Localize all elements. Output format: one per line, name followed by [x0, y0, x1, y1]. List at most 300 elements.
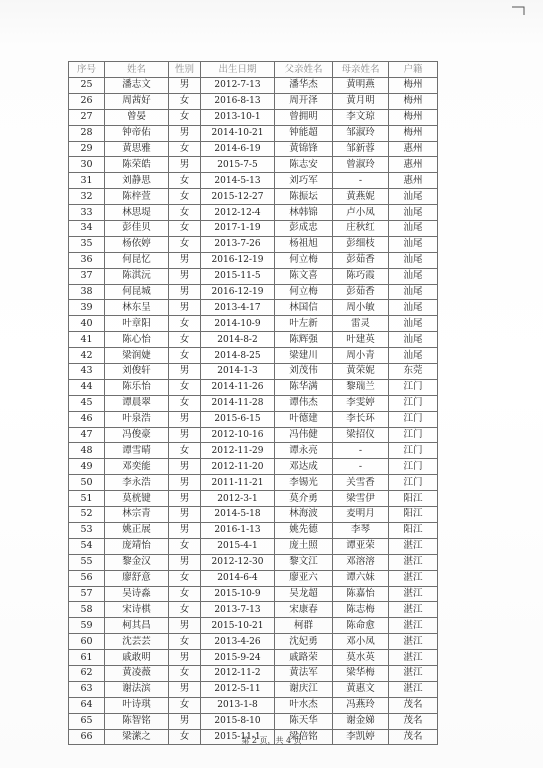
table-row [69, 93, 438, 109]
father-name-cell: 陈华满 [275, 379, 333, 395]
seq-cell: 39 [69, 300, 105, 316]
table-row [69, 189, 438, 205]
seq-cell: 25 [69, 78, 105, 94]
header-name: 姓名 [105, 62, 169, 78]
gender-cell: 男 [169, 475, 201, 491]
hukou-cell: 阳江 [389, 507, 438, 523]
name-cell: 何昆忆 [105, 252, 169, 268]
table-row [69, 316, 438, 332]
father-name-cell: 姚先德 [275, 522, 333, 538]
hukou-cell: 汕尾 [389, 221, 438, 237]
hukou-cell: 汕尾 [389, 205, 438, 221]
table-row [69, 173, 438, 189]
name-cell: 彭佳贝 [105, 221, 169, 237]
hukou-cell: 茂名 [389, 697, 438, 713]
seq-cell: 53 [69, 522, 105, 538]
name-cell: 杨依婷 [105, 236, 169, 252]
gender-cell: 女 [169, 221, 201, 237]
birthdate-cell: 2012-7-13 [201, 78, 275, 94]
birthdate-cell: 2016-12-19 [201, 252, 275, 268]
seq-cell: 51 [69, 491, 105, 507]
gender-cell: 男 [169, 300, 201, 316]
birthdate-cell: 2013-4-26 [201, 634, 275, 650]
birthdate-cell: 2013-1-8 [201, 697, 275, 713]
mother-name-cell: - [333, 173, 389, 189]
name-cell: 邓奕能 [105, 459, 169, 475]
mother-name-cell: 彭茹香 [333, 252, 389, 268]
mother-name-cell: 邓溶溶 [333, 554, 389, 570]
mother-name-cell: 周小青 [333, 348, 389, 364]
father-name-cell: 彭成忠 [275, 221, 333, 237]
father-name-cell: 陈文喜 [275, 268, 333, 284]
hukou-cell: 江门 [389, 475, 438, 491]
gender-cell: 男 [169, 459, 201, 475]
gender-cell: 男 [169, 268, 201, 284]
seq-cell: 65 [69, 713, 105, 729]
hukou-cell: 汕尾 [389, 332, 438, 348]
table-row [69, 364, 438, 380]
name-cell: 周茜好 [105, 93, 169, 109]
gender-cell: 女 [169, 316, 201, 332]
table-row [69, 507, 438, 523]
mother-name-cell: 梁招仪 [333, 427, 389, 443]
seq-cell: 50 [69, 475, 105, 491]
birthdate-cell: 2015-11-5 [201, 268, 275, 284]
name-cell: 林思堤 [105, 205, 169, 221]
hukou-cell: 汕尾 [389, 284, 438, 300]
mother-name-cell: 谢金娣 [333, 713, 389, 729]
seq-cell: 47 [69, 427, 105, 443]
gender-cell: 男 [169, 427, 201, 443]
hukou-cell: 湛江 [389, 618, 438, 634]
table-row [69, 300, 438, 316]
father-name-cell: 陈志安 [275, 157, 333, 173]
hukou-cell: 江门 [389, 443, 438, 459]
header-birthdate: 出生日期 [201, 62, 275, 78]
hukou-cell: 梅州 [389, 78, 438, 94]
table-row [69, 411, 438, 427]
mother-name-cell: 黄惠文 [333, 681, 389, 697]
name-cell: 冯俊豪 [105, 427, 169, 443]
father-name-cell: 曾拥明 [275, 109, 333, 125]
hukou-cell: 江门 [389, 427, 438, 443]
mother-name-cell: 卢小凤 [333, 205, 389, 221]
name-cell: 庞靖怡 [105, 538, 169, 554]
birthdate-cell: 2015-11-1 [201, 729, 275, 745]
name-cell: 陈淇沅 [105, 268, 169, 284]
hukou-cell: 汕尾 [389, 316, 438, 332]
gender-cell: 男 [169, 507, 201, 523]
gender-cell: 女 [169, 189, 201, 205]
table-row [69, 332, 438, 348]
father-name-cell: 陈辉强 [275, 332, 333, 348]
father-name-cell: 刘茂伟 [275, 364, 333, 380]
birthdate-cell: 2015-10-21 [201, 618, 275, 634]
father-name-cell: 周开泽 [275, 93, 333, 109]
hukou-cell: 汕尾 [389, 348, 438, 364]
name-cell: 柯其昌 [105, 618, 169, 634]
father-name-cell: 何立梅 [275, 284, 333, 300]
father-name-cell: 陈天华 [275, 713, 333, 729]
mother-name-cell: 李长环 [333, 411, 389, 427]
birthdate-cell: 2012-3-1 [201, 491, 275, 507]
father-name-cell: 潘华杰 [275, 78, 333, 94]
birthdate-cell: 2012-11-20 [201, 459, 275, 475]
seq-cell: 38 [69, 284, 105, 300]
birthdate-cell: 2014-11-26 [201, 379, 275, 395]
name-cell: 陈心怡 [105, 332, 169, 348]
table-row [69, 618, 438, 634]
gender-cell: 女 [169, 586, 201, 602]
table-row [69, 443, 438, 459]
mother-name-cell: 黄明燕 [333, 78, 389, 94]
gender-cell: 女 [169, 332, 201, 348]
seq-cell: 60 [69, 634, 105, 650]
seq-cell: 49 [69, 459, 105, 475]
gender-cell: 男 [169, 78, 201, 94]
father-name-cell: 林海波 [275, 507, 333, 523]
hukou-cell: 湛江 [389, 681, 438, 697]
table-row [69, 554, 438, 570]
seq-cell: 31 [69, 173, 105, 189]
hukou-cell: 惠州 [389, 157, 438, 173]
hukou-cell: 梅州 [389, 109, 438, 125]
father-name-cell: 李锡光 [275, 475, 333, 491]
hukou-cell: 湛江 [389, 634, 438, 650]
hukou-cell: 湛江 [389, 570, 438, 586]
mother-name-cell: 陈嘉怡 [333, 586, 389, 602]
father-name-cell: 庞土照 [275, 538, 333, 554]
birthdate-cell: 2017-1-19 [201, 221, 275, 237]
father-name-cell: 吴龙超 [275, 586, 333, 602]
gender-cell: 女 [169, 443, 201, 459]
mother-name-cell: 陈巧霞 [333, 268, 389, 284]
birthdate-cell: 2016-8-13 [201, 93, 275, 109]
seq-cell: 46 [69, 411, 105, 427]
mother-name-cell: 李文琼 [333, 109, 389, 125]
birthdate-cell: 2014-1-3 [201, 364, 275, 380]
birthdate-cell: 2016-12-19 [201, 284, 275, 300]
birthdate-cell: 2015-12-27 [201, 189, 275, 205]
mother-name-cell: 叶建英 [333, 332, 389, 348]
name-cell: 叶诗琪 [105, 697, 169, 713]
header-hukou: 户籍 [389, 62, 438, 78]
gender-cell: 女 [169, 236, 201, 252]
name-cell: 沈芸芸 [105, 634, 169, 650]
seq-cell: 54 [69, 538, 105, 554]
mother-name-cell: 李雯婷 [333, 395, 389, 411]
table-row [69, 491, 438, 507]
gender-cell: 女 [169, 379, 201, 395]
birthdate-cell: 2014-11-28 [201, 395, 275, 411]
birthdate-cell: 2014-6-19 [201, 141, 275, 157]
father-name-cell: 叶左新 [275, 316, 333, 332]
birthdate-cell: 2014-8-25 [201, 348, 275, 364]
name-cell: 陈乐怡 [105, 379, 169, 395]
father-name-cell: 杨祖旭 [275, 236, 333, 252]
header-mother-name: 母亲姓名 [333, 62, 389, 78]
table-row [69, 697, 438, 713]
mother-name-cell: 谭六妹 [333, 570, 389, 586]
table-row [69, 586, 438, 602]
name-cell: 刘俊轩 [105, 364, 169, 380]
seq-cell: 52 [69, 507, 105, 523]
father-name-cell: 谢庆江 [275, 681, 333, 697]
gender-cell: 女 [169, 602, 201, 618]
seq-cell: 32 [69, 189, 105, 205]
gender-cell: 男 [169, 491, 201, 507]
table-row [69, 205, 438, 221]
gender-cell: 男 [169, 157, 201, 173]
father-name-cell: 戚路荣 [275, 650, 333, 666]
gender-cell: 女 [169, 395, 201, 411]
gender-cell: 男 [169, 554, 201, 570]
table-row [69, 284, 438, 300]
seq-cell: 29 [69, 141, 105, 157]
father-name-cell: 陈振坛 [275, 189, 333, 205]
father-name-cell: 宋康春 [275, 602, 333, 618]
mother-name-cell: 邹淑玲 [333, 125, 389, 141]
seq-cell: 58 [69, 602, 105, 618]
gender-cell: 男 [169, 618, 201, 634]
header-seq: 序号 [69, 62, 105, 78]
birthdate-cell: 2015-6-15 [201, 411, 275, 427]
hukou-cell: 湛江 [389, 586, 438, 602]
name-cell: 吴诗淼 [105, 586, 169, 602]
mother-name-cell: 李琴 [333, 522, 389, 538]
seq-cell: 36 [69, 252, 105, 268]
father-name-cell: 沈妃勇 [275, 634, 333, 650]
mother-name-cell: 黄月明 [333, 93, 389, 109]
hukou-cell: 湛江 [389, 665, 438, 681]
birthdate-cell: 2012-12-30 [201, 554, 275, 570]
hukou-cell: 江门 [389, 459, 438, 475]
seq-cell: 59 [69, 618, 105, 634]
gender-cell: 女 [169, 697, 201, 713]
father-name-cell: 黄锦锋 [275, 141, 333, 157]
father-name-cell: 何立梅 [275, 252, 333, 268]
name-cell: 叶泉浩 [105, 411, 169, 427]
hukou-cell: 汕尾 [389, 189, 438, 205]
birthdate-cell: 2013-7-13 [201, 602, 275, 618]
seq-cell: 37 [69, 268, 105, 284]
table-row [69, 634, 438, 650]
seq-cell: 64 [69, 697, 105, 713]
header-gender: 性别 [169, 62, 201, 78]
father-name-cell: 林国信 [275, 300, 333, 316]
hukou-cell: 湛江 [389, 554, 438, 570]
hukou-cell: 湛江 [389, 538, 438, 554]
gender-cell: 女 [169, 93, 201, 109]
mother-name-cell: 彭细枝 [333, 236, 389, 252]
hukou-cell: 湛江 [389, 602, 438, 618]
birthdate-cell: 2012-5-11 [201, 681, 275, 697]
mother-name-cell: 彭茹香 [333, 284, 389, 300]
hukou-cell: 梅州 [389, 125, 438, 141]
gender-cell: 男 [169, 364, 201, 380]
father-name-cell: 钟能超 [275, 125, 333, 141]
mother-name-cell: 李凯婷 [333, 729, 389, 745]
seq-cell: 62 [69, 665, 105, 681]
name-cell: 梁润婕 [105, 348, 169, 364]
father-name-cell: 谭永亮 [275, 443, 333, 459]
table-row [69, 475, 438, 491]
hukou-cell: 茂名 [389, 729, 438, 745]
hukou-cell: 湛江 [389, 650, 438, 666]
seq-cell: 43 [69, 364, 105, 380]
mother-name-cell: 陈命愈 [333, 618, 389, 634]
hukou-cell: 东莞 [389, 364, 438, 380]
table-row [69, 348, 438, 364]
name-cell: 黄思雅 [105, 141, 169, 157]
mother-name-cell: 关雪香 [333, 475, 389, 491]
birthdate-cell: 2013-7-26 [201, 236, 275, 252]
name-cell: 黄凌薇 [105, 665, 169, 681]
name-cell: 谭雪晴 [105, 443, 169, 459]
mother-name-cell: 陈志梅 [333, 602, 389, 618]
table-row [69, 141, 438, 157]
gender-cell: 男 [169, 411, 201, 427]
hukou-cell: 阳江 [389, 522, 438, 538]
hukou-cell: 惠州 [389, 173, 438, 189]
name-cell: 陈梓萱 [105, 189, 169, 205]
birthdate-cell: 2014-10-21 [201, 125, 275, 141]
table-row [69, 570, 438, 586]
mother-name-cell: 曾淑玲 [333, 157, 389, 173]
father-name-cell: 梁倍铭 [275, 729, 333, 745]
birthdate-cell: 2014-6-4 [201, 570, 275, 586]
birthdate-cell: 2012-10-16 [201, 427, 275, 443]
gender-cell: 男 [169, 125, 201, 141]
gender-cell: 女 [169, 141, 201, 157]
table-row [69, 379, 438, 395]
table-row [69, 602, 438, 618]
father-name-cell: 叶德建 [275, 411, 333, 427]
table-row [69, 522, 438, 538]
birthdate-cell: 2013-10-1 [201, 109, 275, 125]
birthdate-cell: 2012-11-2 [201, 665, 275, 681]
name-cell: 廖舒意 [105, 570, 169, 586]
mother-name-cell: 邹新蓉 [333, 141, 389, 157]
gender-cell: 男 [169, 252, 201, 268]
seq-cell: 27 [69, 109, 105, 125]
hukou-cell: 汕尾 [389, 268, 438, 284]
gender-cell: 男 [169, 522, 201, 538]
gender-cell: 男 [169, 650, 201, 666]
birthdate-cell: 2013-4-17 [201, 300, 275, 316]
name-cell: 林宗青 [105, 507, 169, 523]
student-roster-table [68, 61, 438, 745]
seq-cell: 35 [69, 236, 105, 252]
birthdate-cell: 2015-4-1 [201, 538, 275, 554]
mother-name-cell: 谭亚荣 [333, 538, 389, 554]
gender-cell: 女 [169, 348, 201, 364]
header-father-name: 父亲姓名 [275, 62, 333, 78]
father-name-cell: 邓达成 [275, 459, 333, 475]
seq-cell: 66 [69, 729, 105, 745]
mother-name-cell: 冯燕玲 [333, 697, 389, 713]
table-row [69, 459, 438, 475]
birthdate-cell: 2014-8-2 [201, 332, 275, 348]
seq-cell: 48 [69, 443, 105, 459]
gender-cell: 女 [169, 634, 201, 650]
gender-cell: 女 [169, 538, 201, 554]
seq-cell: 26 [69, 93, 105, 109]
birthdate-cell: 2015-10-9 [201, 586, 275, 602]
hukou-cell: 江门 [389, 379, 438, 395]
gender-cell: 女 [169, 729, 201, 745]
father-name-cell: 廖亚六 [275, 570, 333, 586]
seq-cell: 41 [69, 332, 105, 348]
table-row [69, 125, 438, 141]
gender-cell: 男 [169, 713, 201, 729]
gender-cell: 女 [169, 109, 201, 125]
name-cell: 陈荣皓 [105, 157, 169, 173]
name-cell: 潘志文 [105, 78, 169, 94]
seq-cell: 40 [69, 316, 105, 332]
mother-name-cell: 庄秋红 [333, 221, 389, 237]
father-name-cell: 柯群 [275, 618, 333, 634]
name-cell: 姚正展 [105, 522, 169, 538]
hukou-cell: 汕尾 [389, 300, 438, 316]
mother-name-cell: 邓小凤 [333, 634, 389, 650]
mother-name-cell: - [333, 459, 389, 475]
birthdate-cell: 2012-12-4 [201, 205, 275, 221]
seq-cell: 34 [69, 221, 105, 237]
table-row [69, 252, 438, 268]
page-footer: 第 2 页，共 4 页 [241, 736, 302, 745]
birthdate-cell: 2016-1-13 [201, 522, 275, 538]
seq-cell: 56 [69, 570, 105, 586]
name-cell: 叶章阳 [105, 316, 169, 332]
name-cell: 何昆城 [105, 284, 169, 300]
table-row [69, 713, 438, 729]
name-cell: 谭晨翠 [105, 395, 169, 411]
mother-name-cell: 黄荣妮 [333, 364, 389, 380]
hukou-cell: 江门 [389, 411, 438, 427]
mother-name-cell: - [333, 443, 389, 459]
table-row [69, 236, 438, 252]
seq-cell: 57 [69, 586, 105, 602]
mother-name-cell: 黎瑞兰 [333, 379, 389, 395]
father-name-cell: 谭伟杰 [275, 395, 333, 411]
gender-cell: 女 [169, 665, 201, 681]
hukou-cell: 江门 [389, 395, 438, 411]
table-row [69, 157, 438, 173]
mother-name-cell: 梁雪伊 [333, 491, 389, 507]
birthdate-cell: 2014-10-9 [201, 316, 275, 332]
birthdate-cell: 2014-5-18 [201, 507, 275, 523]
table-row [69, 681, 438, 697]
name-cell: 钟帝佑 [105, 125, 169, 141]
seq-cell: 30 [69, 157, 105, 173]
name-cell: 刘静思 [105, 173, 169, 189]
birthdate-cell: 2015-7-5 [201, 157, 275, 173]
seq-cell: 42 [69, 348, 105, 364]
name-cell: 林东呈 [105, 300, 169, 316]
mother-name-cell: 周小敏 [333, 300, 389, 316]
gender-cell: 女 [169, 173, 201, 189]
table-row [69, 268, 438, 284]
table-row [69, 109, 438, 125]
seq-cell: 55 [69, 554, 105, 570]
birthdate-cell: 2015-8-10 [201, 713, 275, 729]
mother-name-cell: 麦明月 [333, 507, 389, 523]
father-name-cell: 冯伟健 [275, 427, 333, 443]
seq-cell: 63 [69, 681, 105, 697]
father-name-cell: 刘巧军 [275, 173, 333, 189]
hukou-cell: 汕尾 [389, 252, 438, 268]
